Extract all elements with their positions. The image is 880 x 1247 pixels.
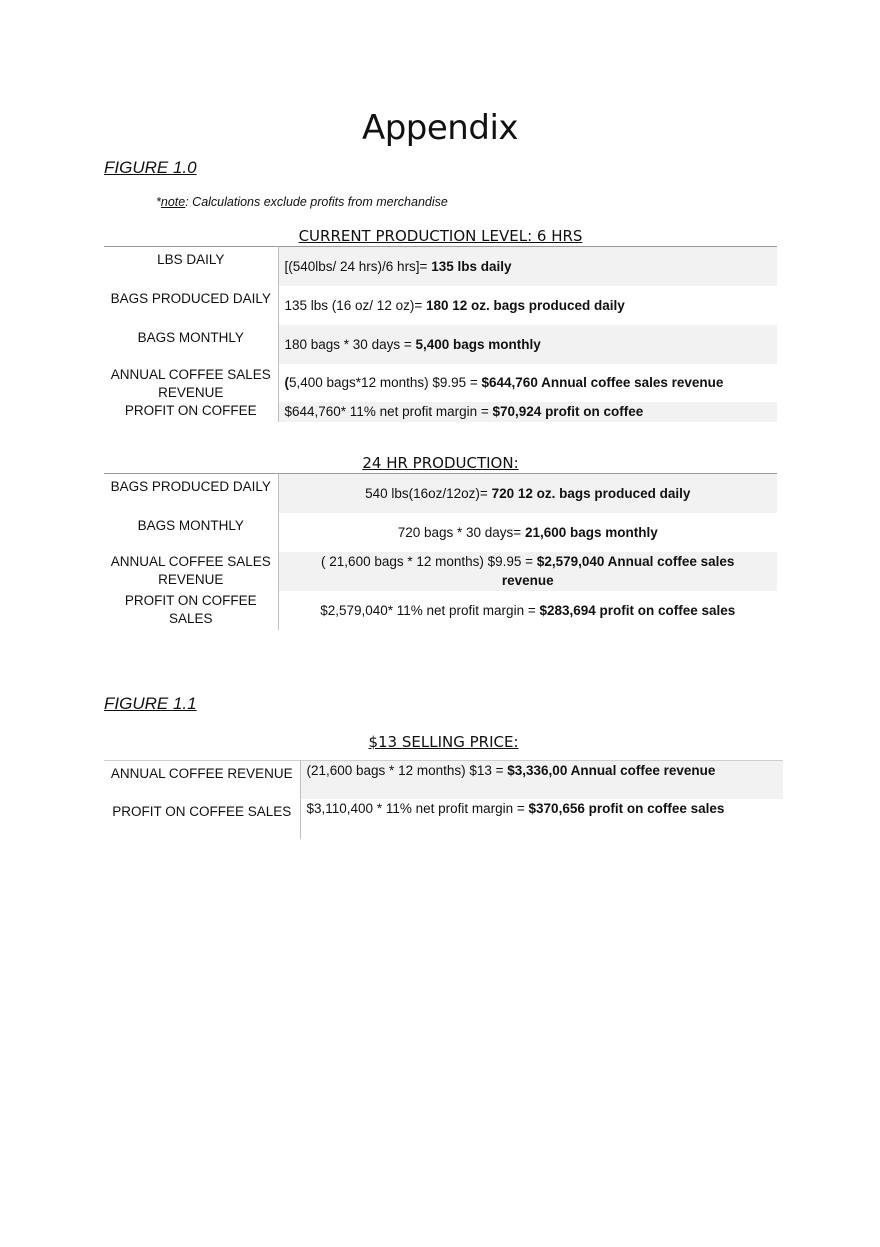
calc-text: $644,760* 11% net profit margin = [284, 404, 493, 419]
calc-result: $70,924 profit on coffee [492, 404, 644, 419]
24hr-production-table [104, 473, 777, 630]
table-row [104, 513, 777, 552]
calc-result: $3,336,00 Annual coffee revenue [507, 763, 716, 778]
24hr-production-heading: 24 HR PRODUCTION: [362, 454, 519, 472]
row-label: ANNUAL COFFEE REVENUE [110, 766, 293, 781]
table-row [104, 552, 777, 591]
page-title: Appendix [361, 108, 519, 148]
table-row [104, 286, 777, 325]
calc-text: 720 bags * 30 days= [397, 524, 525, 540]
note-word: note [160, 195, 186, 209]
calc-text: 180 bags * 30 days = [284, 336, 416, 352]
calc-result: $370,656 profit on coffee sales [528, 800, 725, 816]
calc-text: $2,579,040* 11% net profit margin = [320, 602, 540, 618]
row-label: LBS DAILY [157, 252, 225, 267]
current-production-heading: CURRENT PRODUCTION LEVEL: 6 HRS [298, 227, 583, 245]
row-label: BAGS PRODUCED DAILY [110, 479, 271, 494]
calculation-note [156, 195, 448, 209]
selling-price-heading: $13 SELLING PRICE: [368, 733, 519, 751]
calc-text: $3,110,400 * 11% net profit margin = [306, 800, 529, 816]
calc-text: ( 21,600 bags * 12 months) $9.95 = [321, 554, 537, 569]
calc-text: 540 lbs(16oz/12oz)= [365, 485, 492, 501]
row-label: ANNUAL COFFEE SALES REVENUE [110, 553, 271, 587]
row-label: PROFIT ON COFFEE SALES [112, 803, 292, 819]
table-row [104, 364, 777, 402]
calc-result: 21,600 bags monthly [524, 524, 658, 540]
row-label: ANNUAL COFFEE SALES REVENUE [110, 366, 271, 400]
calc-result: 180 12 oz. bags produced daily [425, 297, 625, 313]
row-value [278, 513, 777, 552]
table-row [104, 799, 783, 839]
row-value [278, 325, 777, 364]
calc-text: 135 lbs (16 oz/ 12 oz)= [284, 297, 426, 313]
current-production-table [104, 246, 777, 422]
calc-result: 5,400 bags monthly [415, 336, 541, 352]
calc-result: $644,760 Annual coffee sales revenue [481, 375, 724, 390]
row-value [278, 286, 777, 325]
note-text: : Calculations exclude profits from merchandise [185, 195, 448, 209]
calc-result: 720 12 oz. bags produced daily [491, 485, 691, 501]
calc-text: 5,400 bags*12 months) $9.95 = [289, 375, 482, 390]
row-value [278, 247, 777, 286]
note-prefix: * [156, 195, 161, 209]
calc-text: (21,600 bags * 12 months) $13 = [306, 763, 508, 778]
table-row [104, 247, 777, 286]
table-row [104, 474, 777, 513]
row-value [278, 402, 777, 422]
calc-result: 135 lbs daily [431, 258, 512, 274]
figure-1-0-label: FIGURE 1.0 [104, 158, 197, 177]
row-value [278, 474, 777, 513]
row-value [278, 364, 777, 402]
row-label: PROFIT ON COFFEE SALES [124, 592, 257, 626]
figure-1-1-label: FIGURE 1.1 [104, 694, 197, 713]
table-row [104, 591, 777, 630]
calc-result: $2,579,040 Annual coffee sales revenue [501, 554, 735, 588]
selling-price-table [104, 760, 783, 839]
row-label: BAGS MONTHLY [137, 329, 244, 345]
row-label: BAGS PRODUCED DAILY [110, 290, 271, 306]
row-label: PROFIT ON COFFEE [124, 402, 257, 418]
calc-text: [(540lbs/ 24 hrs)/6 hrs]= [284, 258, 432, 274]
row-label: BAGS MONTHLY [137, 517, 244, 533]
row-value [278, 552, 777, 591]
row-value [300, 799, 783, 839]
table-row [104, 761, 783, 799]
calc-result: $283,694 profit on coffee sales [539, 602, 736, 618]
table-row [104, 325, 777, 364]
row-value [300, 761, 783, 799]
table-row [104, 402, 777, 422]
calc-prefix: ( [284, 375, 289, 390]
row-value [278, 591, 777, 630]
